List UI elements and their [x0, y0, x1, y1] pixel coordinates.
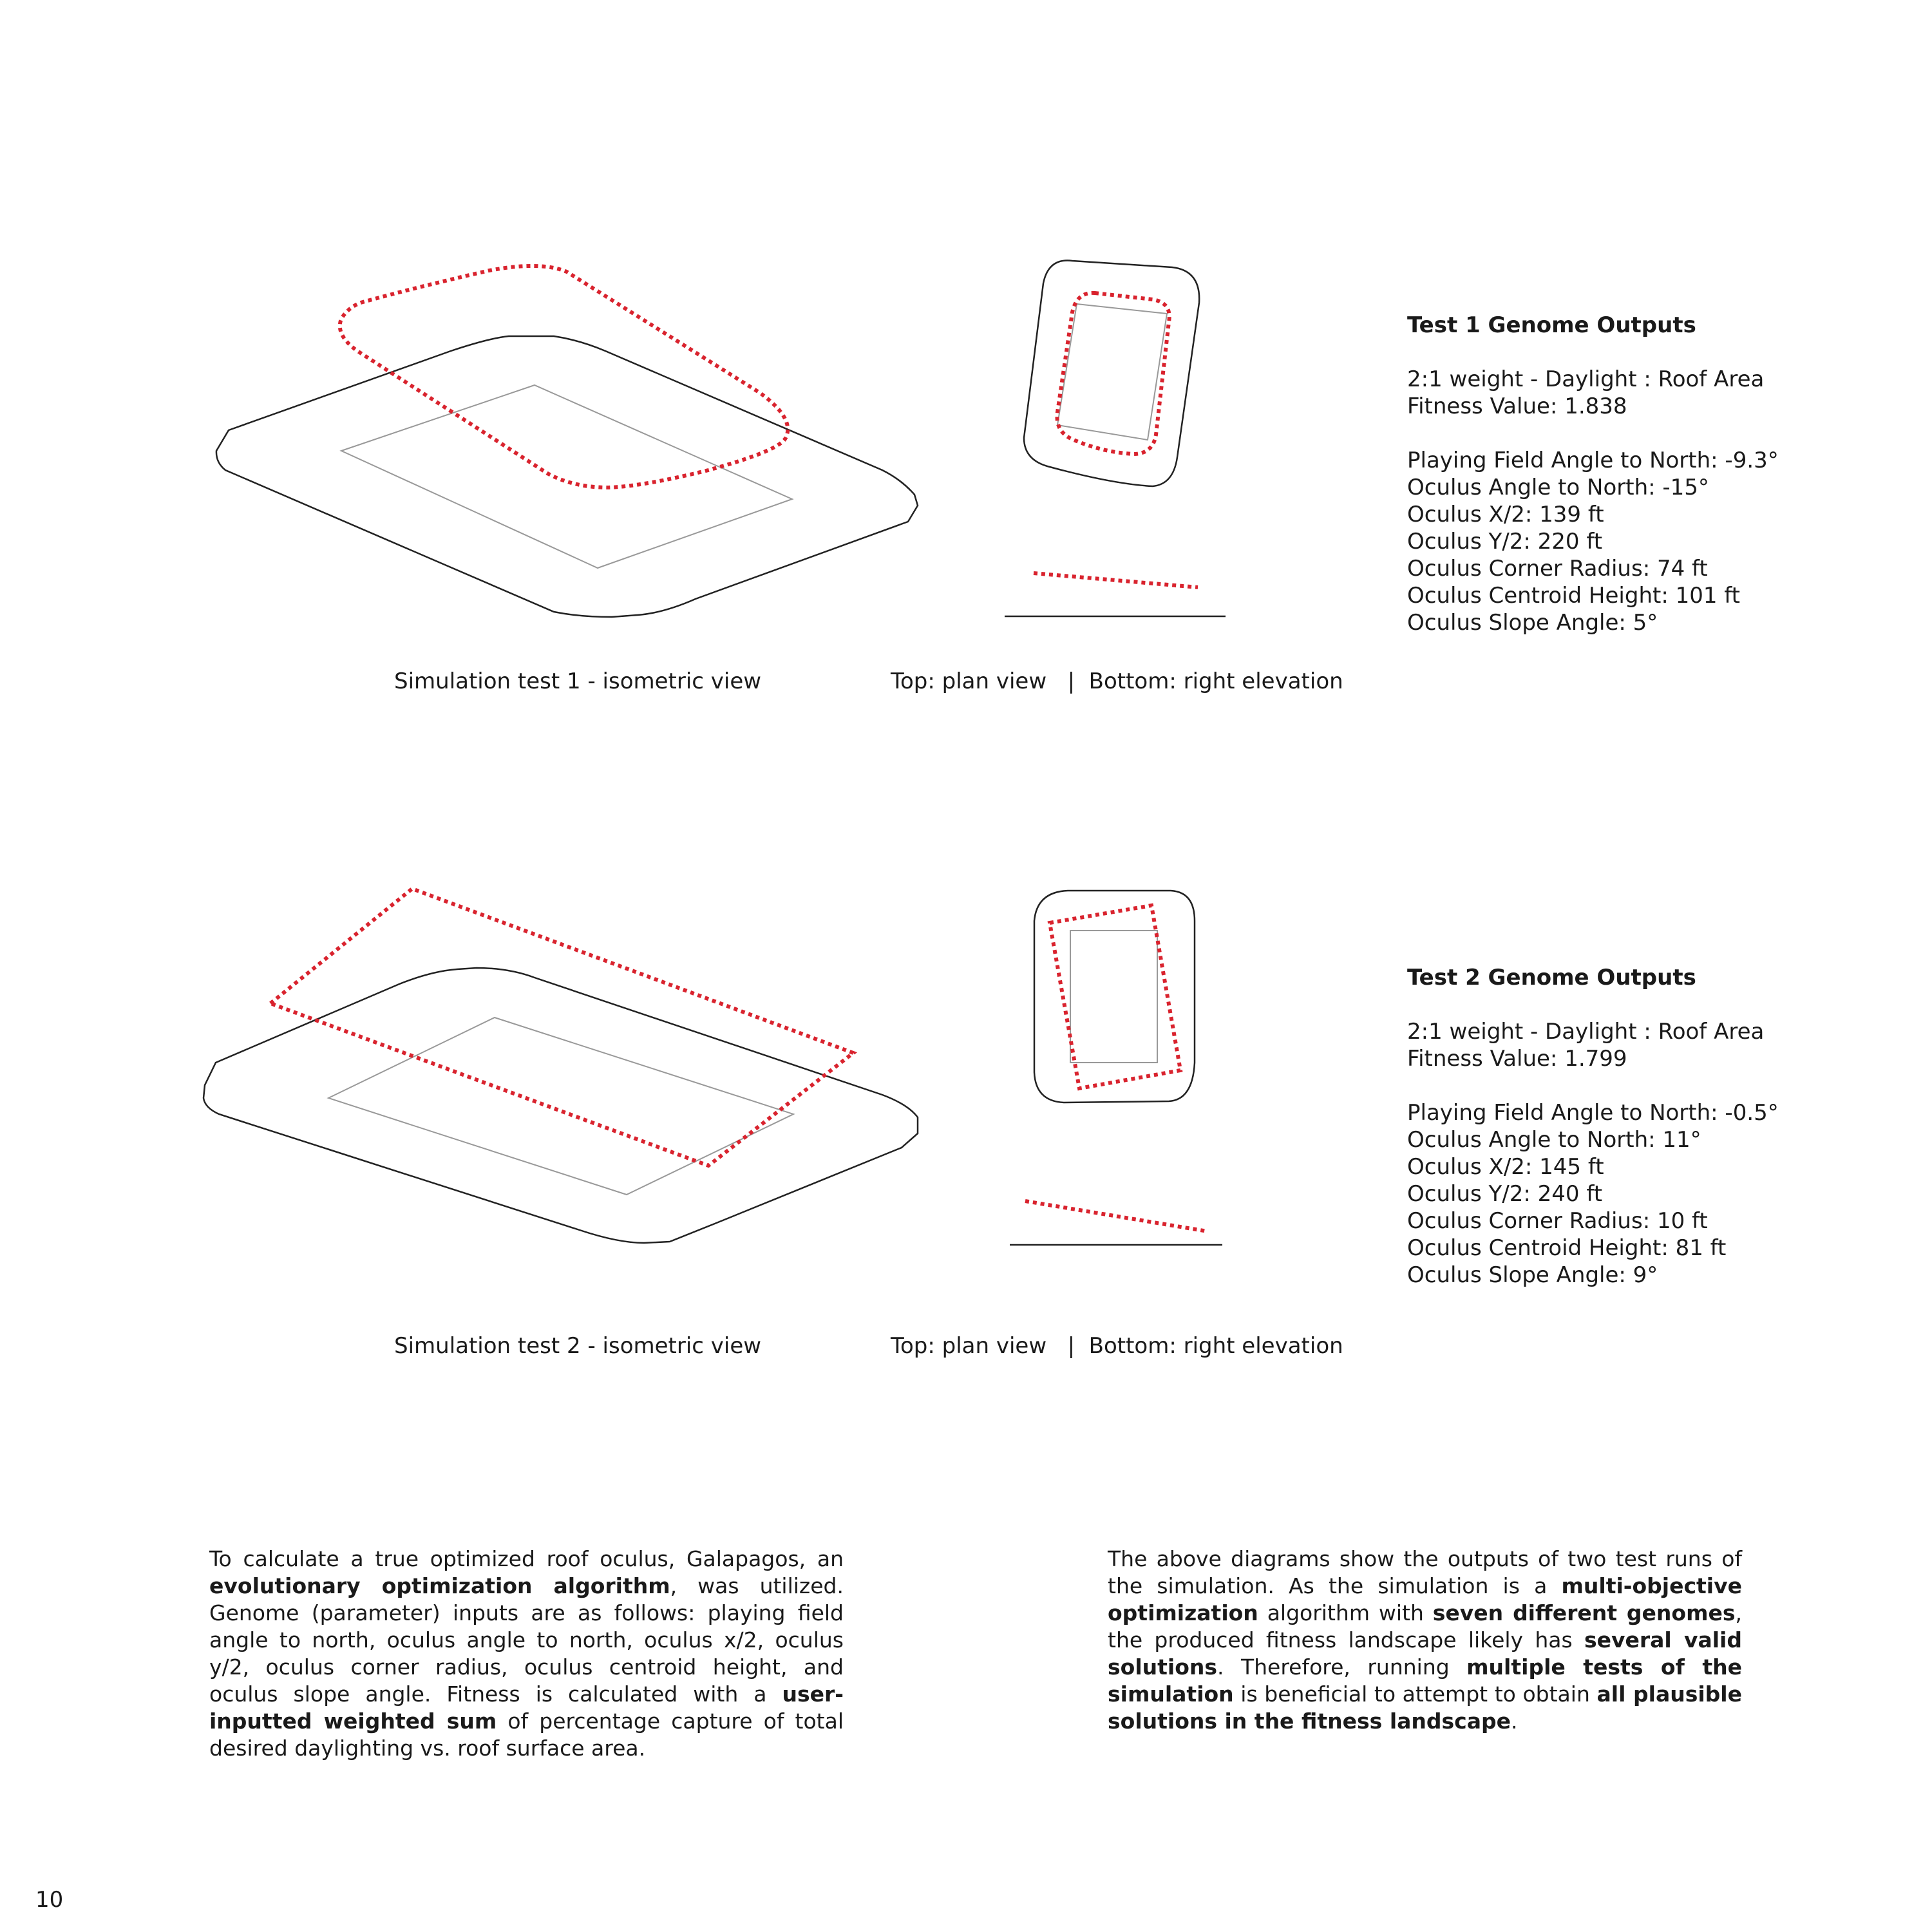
test2-isometric-caption: Simulation test 2 - isometric view	[394, 1333, 762, 1359]
test2-param: Oculus X/2: 145 ft	[1407, 1154, 1604, 1180]
test1-weight: 2:1 weight - Daylight : Roof Area	[1407, 366, 1765, 392]
body-right-text: . Therefore, running	[1217, 1654, 1467, 1680]
body-paragraph-right	[1108, 1546, 1742, 1735]
test1-playing-field	[341, 385, 792, 568]
test2-plan-view	[1034, 891, 1195, 1103]
test2-param: Oculus Y/2: 240 ft	[1407, 1181, 1603, 1207]
test1-param: Oculus X/2: 139 ft	[1407, 502, 1604, 527]
test2-plan-caption: Top: plan view | Bottom: right elevation	[891, 1333, 1343, 1359]
test1-roof-outline	[216, 336, 918, 617]
test1-elevation-oculus	[1034, 573, 1198, 587]
body-right-text: The above diagrams show the outputs of two test runs of the simulation. As the simulation is a	[1108, 1546, 1742, 1598]
test2-param: Oculus Slope Angle: 9°	[1407, 1262, 1658, 1288]
test2-param: Oculus Corner Radius: 10 ft	[1407, 1208, 1708, 1234]
test2-isometric-diagram	[204, 889, 918, 1243]
test1-param: Oculus Corner Radius: 74 ft	[1407, 556, 1708, 582]
test2-playing-field	[328, 1018, 793, 1195]
body-right-bold: multiple tests of the simulation	[1108, 1654, 1743, 1707]
test1-isometric-caption: Simulation test 1 - isometric view	[394, 668, 762, 694]
page-number: 10	[35, 1887, 64, 1913]
test1-genome-title: Test 1 Genome Outputs	[1407, 312, 1696, 338]
test2-elevation-oculus	[1025, 1201, 1208, 1231]
test1-oculus	[340, 266, 788, 488]
body-right-bold: several valid solutions	[1108, 1627, 1742, 1680]
test2-roof-outline	[204, 968, 918, 1243]
body-left-bold: evolutionary optimization algorithm	[209, 1573, 670, 1598]
test1-plan-caption: Top: plan view | Bottom: right elevation	[891, 668, 1343, 694]
body-right-text: , the produced fitness landscape likely has	[1108, 1600, 1743, 1653]
body-right-text: .	[1511, 1709, 1518, 1734]
test2-weight: 2:1 weight - Daylight : Roof Area	[1407, 1019, 1765, 1045]
test2-plan-oculus	[1050, 905, 1180, 1088]
body-right-bold: all plausible solutions in the fitness landscape	[1108, 1681, 1742, 1734]
test1-param: Oculus Centroid Height: 101 ft	[1407, 583, 1740, 609]
test1-fitness: Fitness Value: 1.838	[1407, 393, 1627, 419]
test2-elevation	[1010, 1201, 1222, 1245]
test2-param: Playing Field Angle to North: -0.5°	[1407, 1100, 1779, 1126]
body-left-bold: user-inputted weighted sum	[209, 1681, 844, 1734]
test1-genome-outputs	[1407, 312, 1909, 636]
test2-genome-outputs	[1407, 964, 1909, 1289]
test1-plan-field	[1057, 304, 1167, 440]
test1-plan-view	[1024, 260, 1199, 486]
body-left-text: , was utilized. Genome (parameter) inputs are as follows: playing field angle to north, oculus angle to north, oculus x/2, oculus y/2, oculus corner radius, oculus centroid height, and oculus slope angle. Fitness is calculated with a	[209, 1573, 844, 1707]
body-right-bold: seven different genomes	[1432, 1600, 1736, 1625]
test1-elevation	[1005, 573, 1226, 616]
test2-genome-title: Test 2 Genome Outputs	[1407, 965, 1696, 990]
test2-param: Oculus Centroid Height: 81 ft	[1407, 1235, 1727, 1261]
body-right-bold: multi-objective optimization	[1108, 1573, 1742, 1625]
test2-plan-field	[1070, 931, 1157, 1063]
test1-plan-oculus	[1057, 293, 1169, 454]
body-left-text: of percentage capture of total desired daylighting vs. roof surface area.	[209, 1709, 844, 1761]
test2-param: Oculus Angle to North: 11°	[1407, 1127, 1701, 1153]
body-right-text: algorithm with	[1258, 1600, 1433, 1625]
test1-param: Oculus Y/2: 220 ft	[1407, 529, 1603, 554]
test1-param: Oculus Angle to North: -15°	[1407, 475, 1709, 500]
test1-param: Oculus Slope Angle: 5°	[1407, 610, 1658, 636]
body-paragraph-left	[209, 1546, 844, 1762]
test1-param: Playing Field Angle to North: -9.3°	[1407, 448, 1779, 473]
test1-isometric-diagram	[216, 266, 918, 617]
body-right-text: is beneficial to attempt to obtain	[1233, 1681, 1597, 1707]
test2-fitness: Fitness Value: 1.799	[1407, 1046, 1627, 1072]
body-left-text: To calculate a true optimized roof oculus, Galapagos, an	[209, 1546, 844, 1571]
test2-oculus	[270, 889, 853, 1166]
